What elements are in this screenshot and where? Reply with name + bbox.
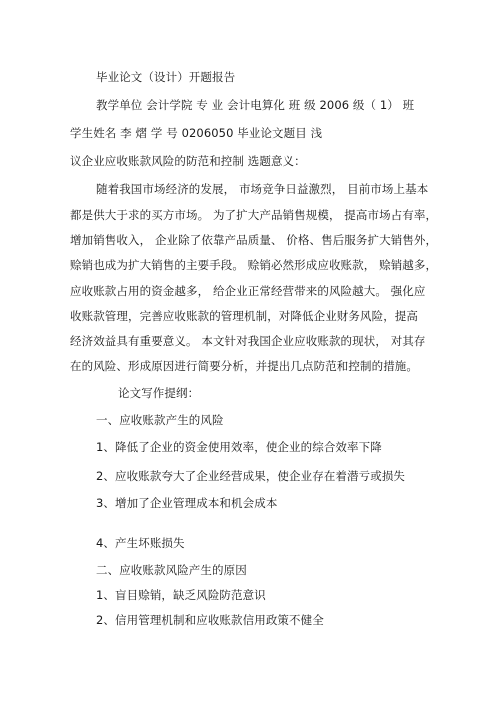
- paragraph-line: 收账款管理，完善应收账款的管理机制，对降低企业财务风险，提高: [70, 309, 418, 323]
- outline-item: 一、应收账款产生的风险: [96, 413, 224, 427]
- paragraph-line: 经济效益具有重要意义。 本文针对我国企业应收账款的现状， 对其存: [70, 334, 426, 348]
- paragraph-line: 应收账款占用的资金越多， 给企业正常经营带来的风险越大。 强化应: [70, 284, 426, 298]
- outline-item: 1、盲目赊销，缺乏风险防范意识: [96, 588, 266, 602]
- paragraph-line: 增加销售收入， 企业除了依靠产品质量、 价格、售后服务扩大销售外，: [70, 233, 438, 247]
- paragraph-line: 赊销也成为扩大销售的主要手段。 赊销必然形成应收账款， 赊销越多，: [70, 258, 438, 272]
- outline-item: 3、增加了企业管理成本和机会成本: [96, 496, 278, 510]
- paragraph-line: 随着我国市场经济的发展， 市场竞争日益激烈， 目前市场上基本: [96, 182, 429, 196]
- meta-line-unit-major-class: 教学单位 会计学院 专 业 会计电算化 班 级 2006 级（ 1） 班: [96, 98, 415, 112]
- outline-item: 4、产生坏账损失: [96, 536, 185, 550]
- outline-item: 2、应收账款夸大了企业经营成果，使企业存在着潜亏或损失: [96, 469, 406, 483]
- meta-line-topic-significance: 议企业应收账款风险的防范和控制 选题意义：: [70, 154, 306, 168]
- outline-item: 1、降低了企业的资金使用效率，使企业的综合效率下降: [96, 440, 382, 454]
- outline-item: 2、信用管理机制和应收账款信用政策不健全: [96, 613, 324, 627]
- document-title: 毕业论文（设计）开题报告: [96, 70, 236, 84]
- paragraph-line: 都是供大于求的买方市场。 为了扩大产品销售规模， 提高市场占有率，: [70, 208, 438, 222]
- paragraph-line: 在的风险、形成原因进行简要分析，并提出几点防范和控制的措施。: [70, 359, 418, 373]
- outline-heading: 论文写作提纲：: [118, 386, 200, 400]
- outline-item: 二、应收账款风险产生的原因: [96, 563, 247, 577]
- meta-line-student-id-topic: 学生姓名 李 熠 学 号 0206050 毕业论文题目 浅: [70, 126, 323, 140]
